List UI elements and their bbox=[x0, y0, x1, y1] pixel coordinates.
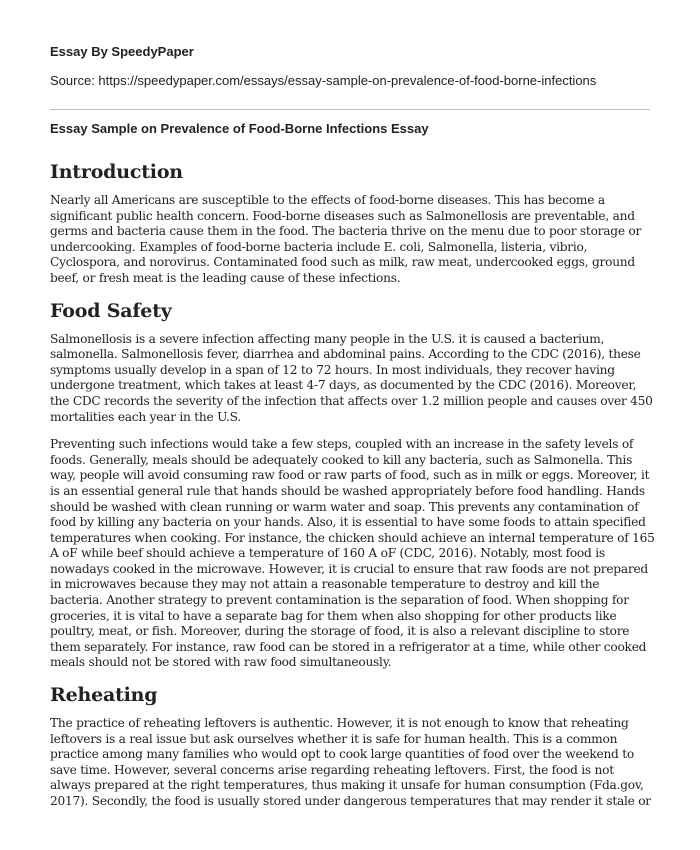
document-title: Essay Sample on Prevalence of Food-Borne Infections Essay bbox=[50, 121, 429, 136]
section-heading: Food Safety bbox=[50, 299, 172, 322]
header-divider bbox=[50, 109, 650, 110]
paragraph: The practice of reheating leftovers is authentic. However, it is not enough to know that reheating leftovers is a real issue but ask ourselves whether it is safe for human health. This is a common practice among many families who would opt to cook large quantities of food over the weekend to save time. However, several concerns arise regarding reheating leftovers. First, the food is not always prepared at the right temperatures, thus making it unsafe for human consumption (Fda.gov, 2017). Secondly, the food is usually stored under dangerous temperatures that may render it stale or bbox=[50, 716, 651, 808]
header-title: Essay By SpeedyPaper bbox=[50, 44, 194, 59]
document-body bbox=[50, 160, 655, 822]
paragraph: Preventing such infections would take a few steps, coupled with an increase in the safety levels of foods. Generally, meals should be adequately cooked to kill any bacteria, such as Salmonella. This way, people will avoid consuming raw food or raw parts of food, such as in milk or eggs. Moreover, it is an essential general rule that hands should be washed appropriately before food handling. Hands should be washed with clean running or warm water and soap. This prevents any contamination of food by killing any bacteria on your hands. Also, it is essential to have some foods to attain specified temperatures when cooking. For instance, the chicken should achieve an internal temperature of 165 A oF while beef should achieve a temperature of 160 A oF (CDC, 2016). Notably, most food is nowadays cooked in the microwave. However, it is crucial to ensure that raw foods are not prepared in microwaves because they may not attain a reasonable temperature to destroy and kill the bacteria. Another strategy to prevent contamination is the separation of food. When shopping for groceries, it is vital to have a separate bag for them when also shopping for other products like poultry, meat, or fish. Moreover, during the storage of food, it is also a relevant discipline to store them separately. For instance, raw food can be stored in a refrigerator at a time, while other cooked meals should not be stored with raw food simultaneously. bbox=[50, 437, 655, 670]
section-heading: Introduction bbox=[50, 161, 183, 183]
section-heading: Reheating bbox=[50, 684, 158, 707]
source-link[interactable]: Source: https://speedypaper.com/essays/essay-sample-on-prevalence-of-food-borne-infections bbox=[50, 73, 597, 88]
paragraph: Salmonellosis is a severe infection affecting many people in the U.S. it is caused a bacterium, salmonella. Salmonellosis fever, diarrhea and abdominal pains. According to the CDC (2016), these symptoms usually develop in a span of 12 to 72 hours. In most individuals, they recover having undergone treatment, which takes at least 4-7 days, as documented by the CDC (2016). Moreover, the CDC records the severity of the infection that affects over 1.2 million people and causes over 450 mortalities each year in the U.S. bbox=[50, 331, 653, 424]
section-food-safety bbox=[50, 299, 655, 671]
section-introduction bbox=[50, 160, 655, 287]
section-reheating bbox=[50, 683, 655, 810]
paragraph: Nearly all Americans are susceptible to the effects of food-borne diseases. This has become a significant public health concern. Food-borne diseases such as Salmonellosis are preventable, and germs and bacteria cause them in the food. The bacteria thrive on the menu due to poor storage or undercooking. Examples of food-borne bacteria include E. coli, Salmonella, listeria, vibrio, Cyclospora, and norovirus. Contaminated food such as milk, raw meat, undercooked eggs, ground beef, or fresh meat is the leading cause of these infections. bbox=[50, 193, 642, 285]
